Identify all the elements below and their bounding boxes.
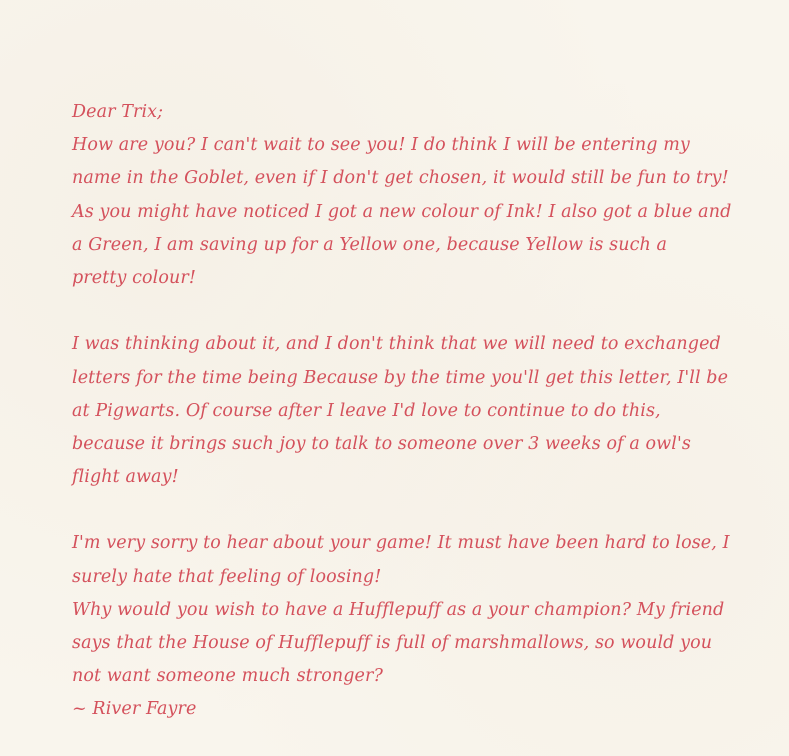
paragraph-1-line: How are you? I can't wait to see you! I do think I will be entering my bbox=[72, 135, 690, 156]
paragraph-2-line: at Pigwarts. Of course after I leave I'd love to continue to do this, bbox=[72, 400, 661, 421]
paragraph-3-line: surely hate that feeling of loosing! bbox=[72, 566, 382, 587]
paragraph-3-line: Why would you wish to have a Hufflepuff as a your champion? My friend bbox=[72, 599, 725, 620]
paragraph-2-line: letters for the time being Because by the time you'll get this letter, I'll be bbox=[72, 367, 729, 388]
paragraph-2-line: flight away! bbox=[72, 467, 179, 488]
signature: ~ River Fayre bbox=[72, 699, 197, 720]
paragraph-1-line: name in the Goblet, even if I don't get chosen, it would still be fun to try! bbox=[72, 168, 729, 189]
paragraph-3-line: says that the House of Hufflepuff is full of marshmallows, so would you bbox=[72, 633, 713, 653]
paragraph-2-line: I was thinking about it, and I don't think that we will need to exchanged bbox=[72, 334, 721, 355]
paragraph-spacer bbox=[72, 494, 772, 527]
letter-body bbox=[72, 96, 772, 727]
paragraph-3-line: not want someone much stronger? bbox=[72, 666, 383, 687]
paragraph-1-line: a Green, I am saving up for a Yellow one, because Yellow is such a bbox=[72, 234, 668, 255]
paragraph-3-line: I'm very sorry to hear about your game! It must have been hard to lose, I bbox=[72, 533, 730, 554]
paragraph-1-line: As you might have noticed I got a new colour of Ink! I also got a blue and bbox=[72, 201, 732, 222]
paragraph-spacer bbox=[72, 295, 772, 328]
paragraph-2-line: because it brings such joy to talk to someone over 3 weeks of a owl's bbox=[72, 433, 691, 454]
greeting: Dear Trix; bbox=[72, 102, 164, 122]
paragraph-1-line: pretty colour! bbox=[72, 267, 196, 288]
